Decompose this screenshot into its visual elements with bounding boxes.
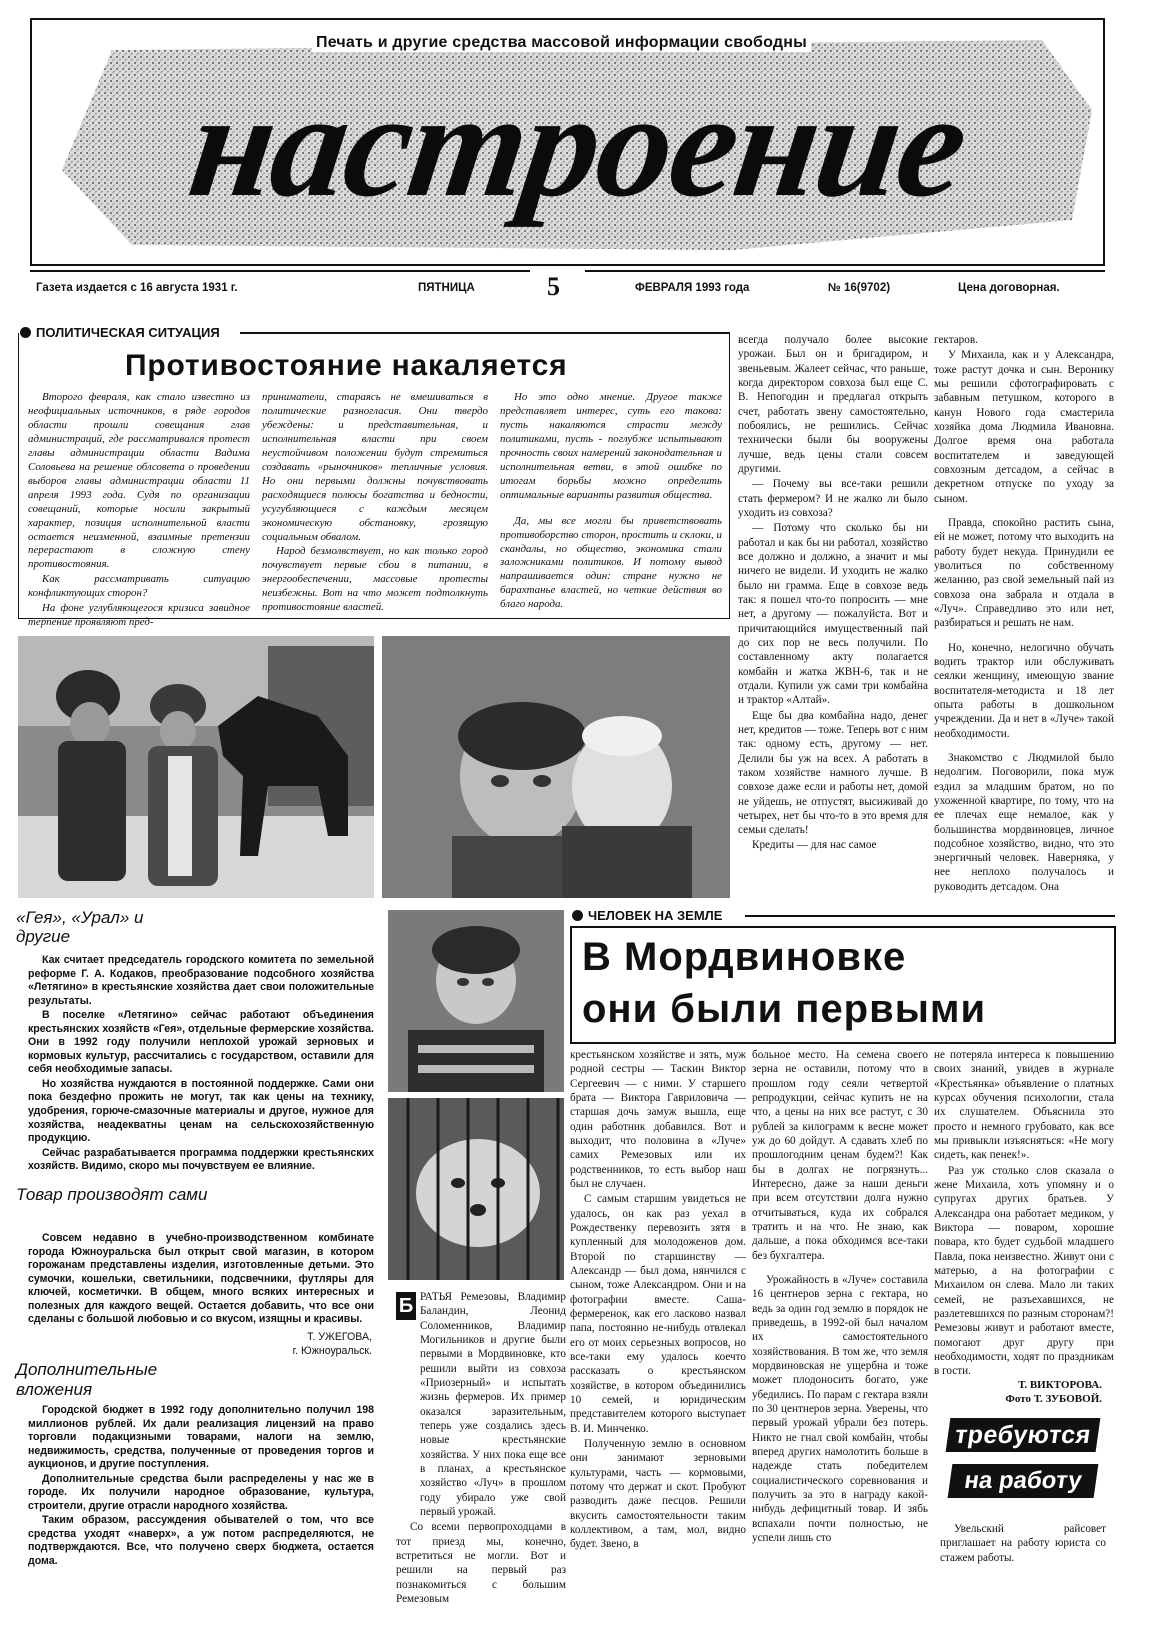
freedom-line: Печать и другие средства массовой информации свободны (312, 34, 811, 52)
signature-uzhegova (200, 1330, 372, 1358)
ad-block (940, 1418, 1106, 1610)
feature-signature (934, 1378, 1102, 1406)
bullet-icon (572, 910, 583, 921)
feature-col-2 (570, 1048, 746, 1620)
news-body-tovar (28, 1232, 374, 1332)
signature-name: Т. УЖЕГОВА, (307, 1331, 372, 1343)
masthead (30, 18, 1105, 266)
news-heading-vlozheniya: Дополнительные вложения (16, 1360, 158, 1399)
paragraph: РАТЬЯ Ремезовы, Владимир Баландин, Леонид Соломенников, Владимир Могильников и другие были первыми в Мордвиновке, кто решили выйти из совхоза «Приозерный» и испытать жизнь фермеров. Их пример оказался заразительным, теперь уже создались здесь новые крестьянские хозяйства. У них пока еще все в планах, а крестьянское хозяйство «Луч» в прошлом году убирало уже свой первый урожай. (420, 1291, 566, 1518)
paragraph: Правда, спокойно растить сына, ей не может, потому что выходить на работу будет некуда. Принудили ее уволиться по собственному желанию, раз свой земельный пай из совхоза она забрала и отдала в «Луч». Справедливо это или нет, разбираться и решать не нам. (934, 516, 1114, 630)
politics-headline: Противостояние накаляется (125, 349, 568, 382)
paragraph: На фоне углубляющегося кризиса завидное терпение проявляют пред- (28, 602, 250, 629)
paragraph: — Потому что сколько бы ни работал и как бы ни работал, хозяйство все должно и должно, а значит и мы ничего не видели. И уходить не жалко было ни грамма. Еще в совхозе ведь так: я пошел что-то попросить — мне нет, а другому — пожалуйста. Вот и причитающийся имущественный пай до сих пор не весь получили. По составленному акту полагается комбайн и жатка ЖВН-6, так и не отдали. Купили уж сами три комбайна и трактор «Алтай». (738, 522, 928, 707)
right-top-col-1 (738, 333, 928, 903)
feature-col-1 (396, 1290, 566, 1620)
since-text: Газета издается с 16 августа 1931 г. (36, 282, 238, 294)
feature-headline-line-2: они были первыми (582, 987, 987, 1031)
paragraph: Как рассматривать ситуацию конфликтующих сторон? (28, 573, 250, 600)
news-body-vlozheniya (28, 1404, 374, 1620)
dropcap-letter: Б (398, 1295, 414, 1317)
paragraph: Да, мы все могли бы приветствовать противоборство сторон, простить и склоки, и скандалы, но общество, экономика стали заложниками политиков. И потому вывод напрашивается один: стране нужно не барахтанье властей, но четкие действия во благо народа. (500, 514, 722, 611)
signature-place: г. Южноуральск. (292, 1345, 372, 1357)
ad-body: Увельский райсовет приглашает на работу юриста со стажем работы. (940, 1523, 1106, 1564)
photo-caged-animal (388, 1098, 564, 1280)
paragraph: не потеряла интереса к повышению своих знаний, увидев в журнале «Крестьянка» объявление о платных курсах обучения психологии, стала их слушателем. Объяснила это просто и немного грубовато, как все мы привыкли изъясняться: «Не могу сидеть, как пенек!». (934, 1049, 1114, 1162)
paragraph: Но это одно мнение. Другое также представляет интерес, суть его такова: пусть накаляются страсти между политиками, пусть - поглубже испытывают прочность своих намерений законодательная и исполнительная ветви, в этой ошибке по итогам борьбы можно определить оптимальные варианты развития общества. (500, 391, 722, 501)
politics-col-1 (28, 391, 250, 629)
paragraph: Знакомство с Людмилой было недолгим. Поговорили, пока муж ездил за младшим братом, но по ухоженной квартире, по тому, что на ее плечах еще немалое, как у большинства мордвиновцев, личное подсобное хозяйство, видно, что это энергичный человек. Наверняка, у нее неплохо получалось и руководить детсадом. Она (934, 751, 1114, 893)
price: Цена договорная. (958, 282, 1060, 294)
issue-number: № 16(9702) (828, 282, 891, 294)
paragraph: Сейчас разрабатывается программа поддержки крестьянских хозяйств. Видимо, скоро мы почувствуем ее влияние. (28, 1146, 374, 1173)
paragraph: больное место. На семена своего зерна не оставили, потому что в прошлом году сеяли четвертой репродукции, сейчас купить не на что, а цены на них все растут, с 30 рублей за килограмм к весне может уж до 60 дойдут. А сдавать хлеб по прошлогодним ценам будем?! Как бы в долгах не погрязнуть... Интересно, даже за наши деньги при всем отсутствии долга нужно отчитываться, куда их собрался тратить и на что. Не знаю, как дальше, а пока обходимся все-таки без бухгалтера. (752, 1049, 928, 1262)
feature-top-rule (745, 915, 1115, 917)
photo-men-with-horse (18, 636, 374, 898)
author-credit: Т. ВИКТОРОВА. (1018, 1379, 1102, 1391)
ad-line-1: требуются (953, 1421, 1093, 1449)
right-top-col-2 (934, 333, 1114, 903)
dateline-rule-left (30, 270, 530, 272)
paragraph: Дополнительные средства были распределены у нас же в городе. Их получили народное образование, культура, строители, другие отрасли народного хозяйства. (28, 1472, 374, 1512)
paragraph: В поселке «Летягино» сейчас работают объединения крестьянских хозяйств «Гея», отдельные фермерские хозяйства. Они в 1992 году получили неплохой урожай зерновых и кормовых культур, рассчитались с государством, оставили для себя необходимые запасы. (28, 1009, 374, 1076)
paragraph: Со всеми первопроходцами в тот приезд мы, конечно, встретиться не могли. Вот и решили на первый раз познакомиться с большим Ремезовым (396, 1521, 566, 1605)
rubric-label: ПОЛИТИЧЕСКАЯ СИТУАЦИЯ (36, 324, 220, 340)
paragraph: крестьянском хозяйстве и зять, муж родной сестры — Таскин Виктор Сергеевич — с ними. У старшего брата — Виктора Гавриловича — старшая дочь замуж вышла, еще один работник добавился. Вот и выходит, что половина в «Луче» самих Ремезовых или их родственников, то есть выбор наш был не случаен. (570, 1049, 746, 1190)
photo-father-with-child (382, 636, 730, 898)
paragraph: приниматели, стараясь не вмешиваться в политические разногласия. Они твердо убеждены: и представительная, и исполнительная власти при своем неустойчивом положении будут стремиться создавать «рыночников» тепличные условия. Но они первыми должны почувствовать расходящиеся полюсы богатства и бедности, усугубляющиеся с каждым месяцем экономическую обстановку, грозящую социальным обвалом. (262, 391, 488, 543)
politics-col-2 (262, 391, 488, 613)
weekday: ПЯТНИЦА (418, 282, 475, 294)
dateline-rule-right (585, 270, 1105, 272)
paragraph: У Михаила, как и у Александра, тоже растут дочка и сын. Веронику мы решили сфотографировать с забавным петушком, которого в канун Нового года смастерила хозяйка дома Людмила Ивановна. Долгое время она работала воспитателем и заведующей совхозным детсадом, а сейчас в декретном отпуске по уходу за сыном. (934, 349, 1114, 505)
paragraph: Раз уж столько слов сказала о жене Михаила, хоть упомяну и о супругах других братьев. У Александра она работает медиком, у Виктора — поваром, хорошие повара, кто будет судьбой младшего Павла, пока неизвестно. Живут они с матерью, а на фотографии с Михаилом он слева. Мало ли таких семей, не разъехавшихся, не разлетевшихся по разным сторонам?! Ремезовы живут и работают вместе, помогают друг другу при необходимости, ходят по праздникам в гости. (934, 1164, 1114, 1378)
news-heading-tovar: Товар производят сами (16, 1185, 208, 1204)
politics-top-rule (240, 332, 730, 334)
paragraph: Но, конечно, нелогично обучать водить трактор или обслуживать сеялки женщину, имеющую звание воспитателя-методиста и 18 лет опыта работы в дошкольном учреждении. Да и нет в «Луче» такой необходимости. (934, 641, 1114, 740)
ad-line-2-box (948, 1464, 1099, 1498)
paragraph: Народ безмолвствует, но как только город почувствует первые сбои в питании, в энергообеспечении, массовые протесты неизбежны. Вот на что может подтолкнуть противостояние властей. (262, 545, 488, 614)
paragraph: Кредиты — для нас самое (752, 839, 877, 852)
day-number: 5 (547, 272, 560, 301)
paragraph: всегда получало более высокие урожаи. Был он и бригадиром, и звеньевым. Жалеет сейчас, что раньше, когда директором совхоза был еще С. В. Непогодин и предлагал открыть счет, работать звену самостоятельно, побоялись, не решились. Сейчас технически были бы вооружены лучше, ведь цены стали совсем другими. (738, 334, 928, 475)
feature-headline-line-1: В Мордвиновке (582, 935, 907, 979)
news-heading-gaya: «Гея», «Урал» и другие (16, 908, 144, 946)
news-body-gaya (28, 954, 374, 1179)
newspaper-title: настроение (180, 62, 976, 228)
paragraph: Таким образом, рассуждения обывателей о том, что все средства уходят «наверх», а уж потом распределяются, не подтверждаются. Все, что получено сверх бюджета, остается дома. (28, 1514, 374, 1568)
rubric-label: ЧЕЛОВЕК НА ЗЕМЛЕ (588, 907, 723, 923)
feature-col-3 (752, 1048, 928, 1620)
paragraph: Городской бюджет в 1992 году дополнительно получил 198 миллионов рублей. Их дали реализация лицензий на право торговли подакцизными товарами, налоги на землю, недвижимость, средства, полученные от проведения торгов и аукционов, и другие поступления. (28, 1404, 374, 1471)
paragraph: Урожайность в «Луче» составила 16 центнеров зерна с гектара, но ведь за один год землю в порядок не приведешь, в 1992-ой был началом их самостоятельного хозяйствования. В том же, что земля мордвиновская не ущербна и тоже может плодоносить богато, уже убедились. По парам с гектара взяли по 30 центнеров зерна. Уверены, что первый урожай убрали без потерь. Никто не гнал свой комбайн, чтобы вперед других намолотить больше в надежде стать победителем социалистического соревнования и получить за это в награду какой-нибудь дефицитный товар. И зябь вспахали почти полностью, не успели лишь сто (752, 1273, 928, 1544)
photo-credit: Фото Т. ЗУБОВОЙ. (1005, 1393, 1102, 1405)
paragraph: Совсем недавно в учебно-производственном комбинате города Южноуральска был открыт свой магазин, в котором горожанам представлены изделия, изготовленные детьми. Это сумочки, кошельки, светильники, подсвечники, футляры для ключей, косметички. В общем, много всяких интересных и полезных для каждого вещей. Остается добавить, что все они сделаны с большой любовью и со вкусом, изящны и красивы. (28, 1232, 374, 1326)
paragraph: С самым старшим увидеться не удалось, он как раз уехал в Рождественку перевозить зятя в купленный для молодоженов дом. Второй по старшинству — Александр — был дома, нянчился с сыном, тоже Александром. Они и на фотографии вместе. Саша-фермеренок, как его ласково назвал папа, постоянно не-нибудь отвлекал его от моих серьезных вопросов, но все-таки ему удалось коечто рассказать о крестьянском хозяйстве, в котором объединились 10 семей, и юридическим представителем которого выступает В. И. Минченко. (570, 1193, 746, 1435)
feature-col-4 (934, 1048, 1114, 1378)
month-year: ФЕВРАЛЯ 1993 года (635, 282, 750, 294)
politics-col-3 (500, 391, 722, 613)
paragraph: Полученную землю в основном они занимают зерновыми культурами, часть — кормовыми, потому что держат и скот. Пробуют разводить даже песцов. Решили вкусить самостоятельности таким коллективом, а там, мол, видно будет. Звено, в (570, 1437, 746, 1551)
paragraph: гектаров. (934, 334, 978, 346)
ad-line-2: на работу (962, 1467, 1084, 1494)
feature-rubric (572, 906, 722, 924)
paragraph: Как считает председатель городского комитета по земельной реформе Г. А. Кодаков, преобразование подсобного хозяйства «Летягино» в крестьянские хозяйства дает свои положительные результаты. (28, 954, 374, 1007)
paragraph: Еще бы два комбайна надо, денег нет, кредитов — тоже. Теперь вот с ним так: одному есть, другому — нет. Делили бы уж на всех. А работать в таком хозяйстве намного лучше. В совхозе даже если и работы нет, домой не уйдешь, не отпустят, высиживай до четырех, нет бы что-то в это время для семьи сделать! (738, 709, 928, 837)
ad-line-1-box (946, 1418, 1101, 1452)
paragraph: Но хозяйства нуждаются в постоянной поддержке. Сами они пока бездефно прожить не могут, так как цены на технику, удобрения, горюче-смазочные материалы и другое, нужное для хозяйства, неадекватны ценам на сельскохозяйственную продукцию. (28, 1077, 374, 1145)
paragraph: Второго февраля, как стало известно из неофициальных источников, в ряде городов области прошли совещания глав администраций, где рассматривался протест главы администрации области Вадима Соловьева на решение облсовета о проведении выборов главы администрации области 11 апреля 1993 года. Судя по организации совещаний, которые носили закрытый характер, позиция исполнительной власти остается неизменной, взаимные претензии перерастают в сложную стену противостояния. (28, 391, 250, 571)
paragraph: — Почему вы все-таки решили стать фермером? И не жалко ли было уходить из совхоза? (738, 478, 928, 519)
photo-girl (388, 910, 564, 1092)
